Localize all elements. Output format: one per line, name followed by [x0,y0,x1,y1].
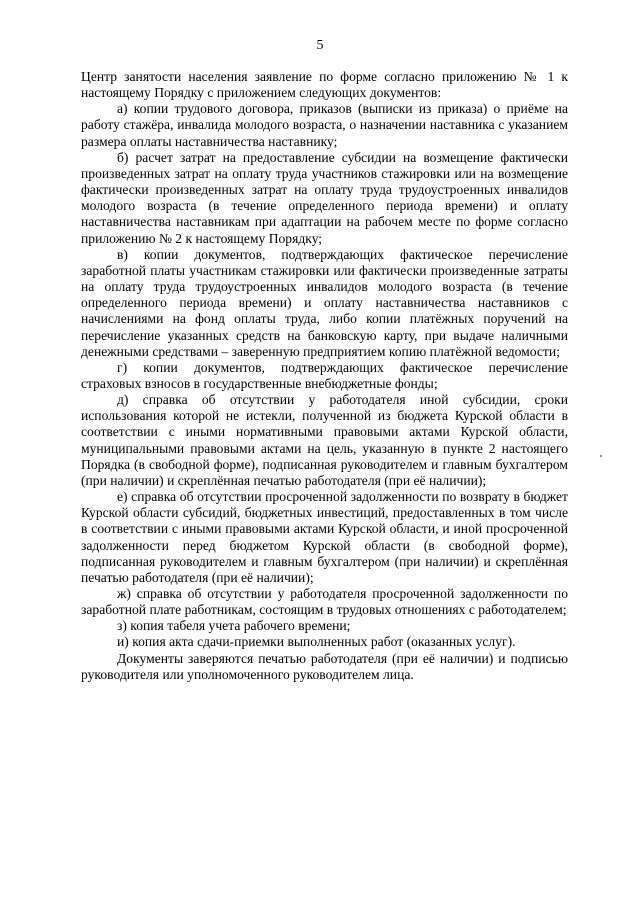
page-number: 5 [316,38,324,53]
document-body [81,69,568,683]
paragraph-item-v: в) копии документов, подтверждающих фактическое перечисление заработной платы участникам стажировки или фактически произведенные затраты на оплату труда трудоустроенных инвалидов молодого возраста (в течение определенного периода времени) и оплату наставничества наставников с начислениями на фонд оплаты труда, либо копии платёжных поручений на перечисление указанных средств на банковскую карту, при выдаче наличными денежными средствами – заверенную предприятием копию платёжной ведомости; [81,246,568,359]
scan-speck [600,455,602,457]
paragraph-closing: Документы заверяются печатью работодателя (при её наличии) и подписью руководителя или уполномоченного руководителем лица. [81,650,568,682]
paragraph-item-a: а) копии трудового договора, приказов (выписки из приказа) о приёме на работу стажёра, инвалида молодого возраста, о назначении наставника с указанием размера оплаты наставничества наставнику; [81,101,568,149]
paragraph-item-e: е) справка об отсутствии просроченной задолженности по возврату в бюджет Курской области субсидий, бюджетных инвестиций, предоставленных в том числе в соответствии с иными правовыми актами Курской области, и иной просроченной задолженности перед бюджетом Курской области (в свободной форме), подписанная руководителем и главным бухгалтером (при наличии) и скреплённая печатью работодателя (при её наличии); [81,489,568,585]
paragraph-item-g: г) копии документов, подтверждающих фактическое перечисление страховых взносов в государственные внебюджетные фонды; [81,359,568,391]
paragraph-item-zh: ж) справка об отсутствии у работодателя просроченной задолженности по заработной плате работникам, состоящим в трудовых отношениях с работодателем; [81,586,568,618]
paragraph-item-d: д) справка об отсутствии у работодателя иной субсидии, сроки использования которой не истекли, полученной из бюджета Курской области в соответствии с иными нормативными правовыми актами Курской области, муниципальными правовыми актами на цель, указанную в пункте 2 настоящего Порядка (в свободной форме), подписанная руководителем и главным бухгалтером (при наличии) и скреплённая печатью работодателя (при её наличии); [81,392,568,488]
paragraph-intro: Центр занятости населения заявление по форме согласно приложению № 1 к настоящему Порядку с приложением следующих документов: [81,69,568,101]
paragraph-item-b: б) расчет затрат на предоставление субсидии на возмещение фактически произведенных затрат на оплату труда участников стажировки или на возмещение фактически произведенных затрат на оплату труда трудоустроенных инвалидов молодого возраста (в течение определенного периода времени) и оплату наставничества наставникам при адаптации на рабочем месте по форме согласно приложению № 2 к настоящему Порядку; [81,149,568,246]
paragraph-item-z: з) копия табеля учета рабочего времени; [117,618,351,634]
paragraph-item-i: и) копия акта сдачи-приемки выполненных работ (оказанных услуг). [117,634,516,650]
